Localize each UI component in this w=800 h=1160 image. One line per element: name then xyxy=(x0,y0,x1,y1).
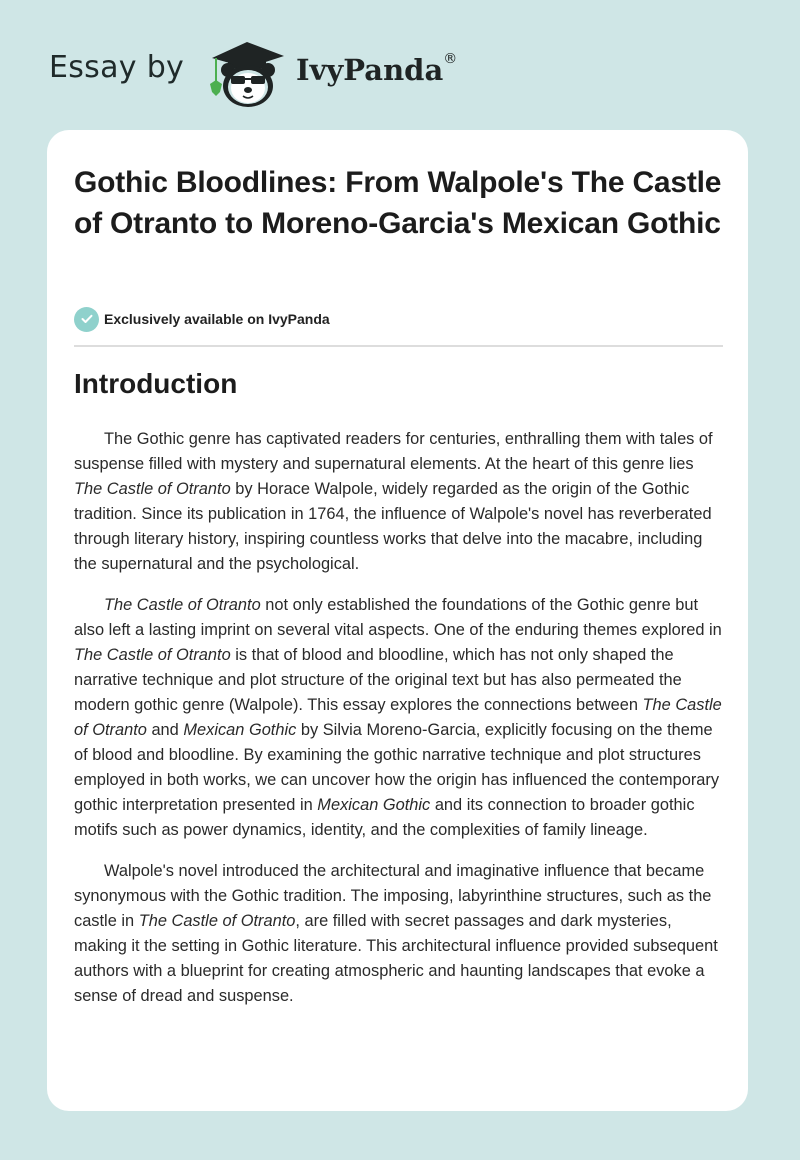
check-circle-icon xyxy=(74,307,99,332)
book-title-italic: The Castle of Otranto xyxy=(138,912,296,930)
book-title-italic: The Castle of Otranto xyxy=(74,480,231,498)
essay-by-label: Essay by xyxy=(49,50,185,85)
exclusive-badge xyxy=(74,306,330,332)
essay-title: Gothic Bloodlines: From Walpole's The Castle of Otranto to Moreno-Garcia's Mexican Gothic xyxy=(74,166,722,240)
book-title-italic: Mexican Gothic xyxy=(183,721,297,739)
book-title-italic: The Castle of Otranto xyxy=(74,696,722,739)
site-header xyxy=(0,0,800,130)
panda-graduation-cap-icon[interactable] xyxy=(202,36,292,108)
text-run: and its connection to broader gothic motifs such as power dynamics, identity, and the complexities of family lineage. xyxy=(74,796,695,839)
divider xyxy=(74,345,723,347)
book-title-italic: The Castle of Otranto xyxy=(74,646,231,664)
text-run: by Silvia Moreno-Garcia, explicitly focusing on the theme of blood and bloodline. By examining the gothic narrative technique and plot structures employed in both works, we can uncover how the origin has influenced the contemporary gothic interpretation presented in xyxy=(74,721,720,814)
section-heading: Introduction xyxy=(74,368,238,399)
paragraph xyxy=(74,859,726,1009)
text-run: , are filled with secret passages and dark mysteries, making it the setting in Gothic literature. This architectural influence provided subsequent authors with a blueprint for creating atmospheric and haunting landscapes that evoke a sense of dread and suspense. xyxy=(74,912,718,1005)
text-run: Walpole's novel introduced the architectural and imaginative influence that became synonymous with the Gothic tradition. The imposing, labyrinthine structures, such as the castle in xyxy=(74,862,712,930)
essay-card xyxy=(47,130,748,1111)
exclusive-label: Exclusively available on IvyPanda xyxy=(104,311,330,327)
book-title-italic: The Castle of Otranto xyxy=(104,596,261,614)
paragraph xyxy=(74,593,726,843)
text-run: is that of blood and bloodline, which has not only shaped the narrative technique and plot structure of the original text but has also permeated the modern gothic genre (Walpole). This essay explores the connections between xyxy=(74,646,682,714)
registered-mark: ® xyxy=(443,51,458,67)
paragraph xyxy=(74,427,726,577)
brand-name[interactable] xyxy=(296,53,457,87)
text-run: The Gothic genre has captivated readers for centuries, enthralling them with tales of suspense filled with mystery and supernatural elements. At the heart of this genre lies xyxy=(74,430,713,473)
book-title-italic: Mexican Gothic xyxy=(317,796,431,814)
text-run: and xyxy=(146,721,184,739)
text-run: by Horace Walpole, widely regarded as the origin of the Gothic tradition. Since its publication in 1764, the influence of Walpole's novel has reverberated through literary history, inspiring countless works that delve into the macabre, including the supernatural and the psychological. xyxy=(74,480,712,573)
text-run: not only established the foundations of the Gothic genre but also left a lasting imprint on several vital aspects. One of the enduring themes explored in xyxy=(74,596,722,639)
essay-body xyxy=(74,427,726,1025)
brand-text: IvyPanda xyxy=(296,53,444,87)
